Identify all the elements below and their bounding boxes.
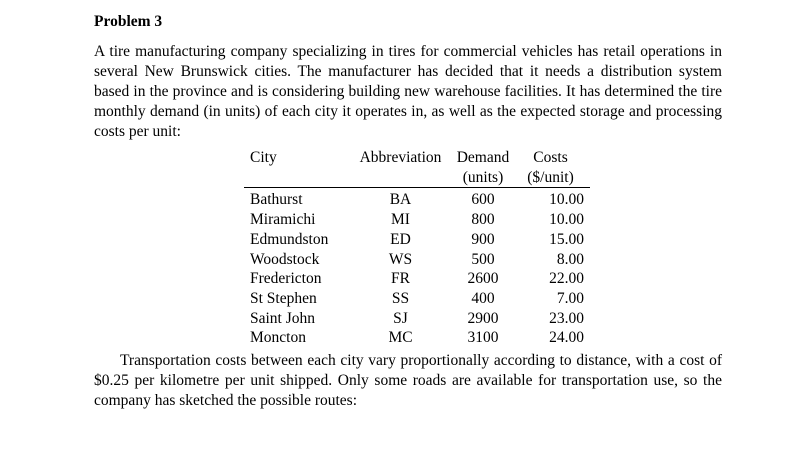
cell-cost: 8.00 xyxy=(556,250,584,268)
header-costs: Costs xyxy=(533,149,568,166)
cell-city: Fredericton xyxy=(250,270,322,288)
table-row xyxy=(244,250,590,270)
problem-title: Problem 3 xyxy=(94,13,163,30)
cell-demand: 500 xyxy=(471,250,495,268)
header-abbr-blank xyxy=(352,168,449,188)
cell-demand: 400 xyxy=(471,289,495,307)
table-row xyxy=(244,289,590,309)
table-row xyxy=(244,210,590,230)
cell-abbr: SS xyxy=(391,289,410,307)
header-demand: Demand xyxy=(456,149,510,166)
table-row xyxy=(244,328,590,348)
cell-cost: 7.00 xyxy=(556,289,584,307)
cell-demand: 800 xyxy=(471,211,495,229)
cell-demand: 900 xyxy=(471,230,495,248)
cell-cost: 24.00 xyxy=(549,329,584,347)
cell-demand: 2900 xyxy=(467,309,499,327)
cell-cost: 10.00 xyxy=(549,191,584,209)
demand-cost-table xyxy=(244,148,590,348)
cell-abbr: WS xyxy=(388,250,413,268)
cell-city: Edmundston xyxy=(250,230,329,248)
cell-demand: 2600 xyxy=(467,270,499,288)
cell-demand: 3100 xyxy=(467,329,499,347)
cell-city: Miramichi xyxy=(250,211,316,229)
table-header-units-row xyxy=(244,168,590,188)
table-row xyxy=(244,230,590,250)
cell-cost: 10.00 xyxy=(549,211,584,229)
header-demand-unit: (units) xyxy=(449,168,517,188)
intro-paragraph: A tire manufacturing company specializing in tires for commercial vehicles has retail operations in several New Brunswick cities. The manufacturer has decided that it needs a distribution system based in the province and is considering building new warehouse facilities. It has determined the tire monthly demand (in units) of each city it operates in, as well as the expected storage and processing costs per unit: xyxy=(94,43,722,140)
table-row xyxy=(244,188,590,210)
header-city-blank xyxy=(244,168,352,188)
cell-abbr: FR xyxy=(391,270,410,288)
cell-abbr: SJ xyxy=(393,309,408,327)
table-row xyxy=(244,269,590,289)
table-header-row xyxy=(244,148,590,168)
cell-city: Saint John xyxy=(250,309,316,327)
cell-cost: 23.00 xyxy=(549,309,584,327)
header-costs-unit: ($/unit) xyxy=(517,168,590,188)
header-abbreviation: Abbreviation xyxy=(359,149,442,166)
cell-city: Bathurst xyxy=(250,191,303,209)
header-city: City xyxy=(250,149,277,166)
cell-city: Woodstock xyxy=(250,250,320,268)
cell-abbr: MI xyxy=(391,211,410,229)
cell-abbr: BA xyxy=(389,191,412,209)
cell-city: St Stephen xyxy=(250,289,317,307)
cell-cost: 22.00 xyxy=(549,270,584,288)
cell-demand: 600 xyxy=(471,191,495,209)
table-row xyxy=(244,309,590,329)
cell-city: Moncton xyxy=(250,329,306,347)
cell-abbr: ED xyxy=(390,230,411,248)
cell-abbr: MC xyxy=(388,329,413,347)
cell-cost: 15.00 xyxy=(549,230,584,248)
transportation-paragraph: Transportation costs between each city vary proportionally according to distance, with a cost of $0.25 per kilometre per unit shipped. Only some roads are available for transportation use, so the company has sketched the possible routes: xyxy=(94,352,722,409)
